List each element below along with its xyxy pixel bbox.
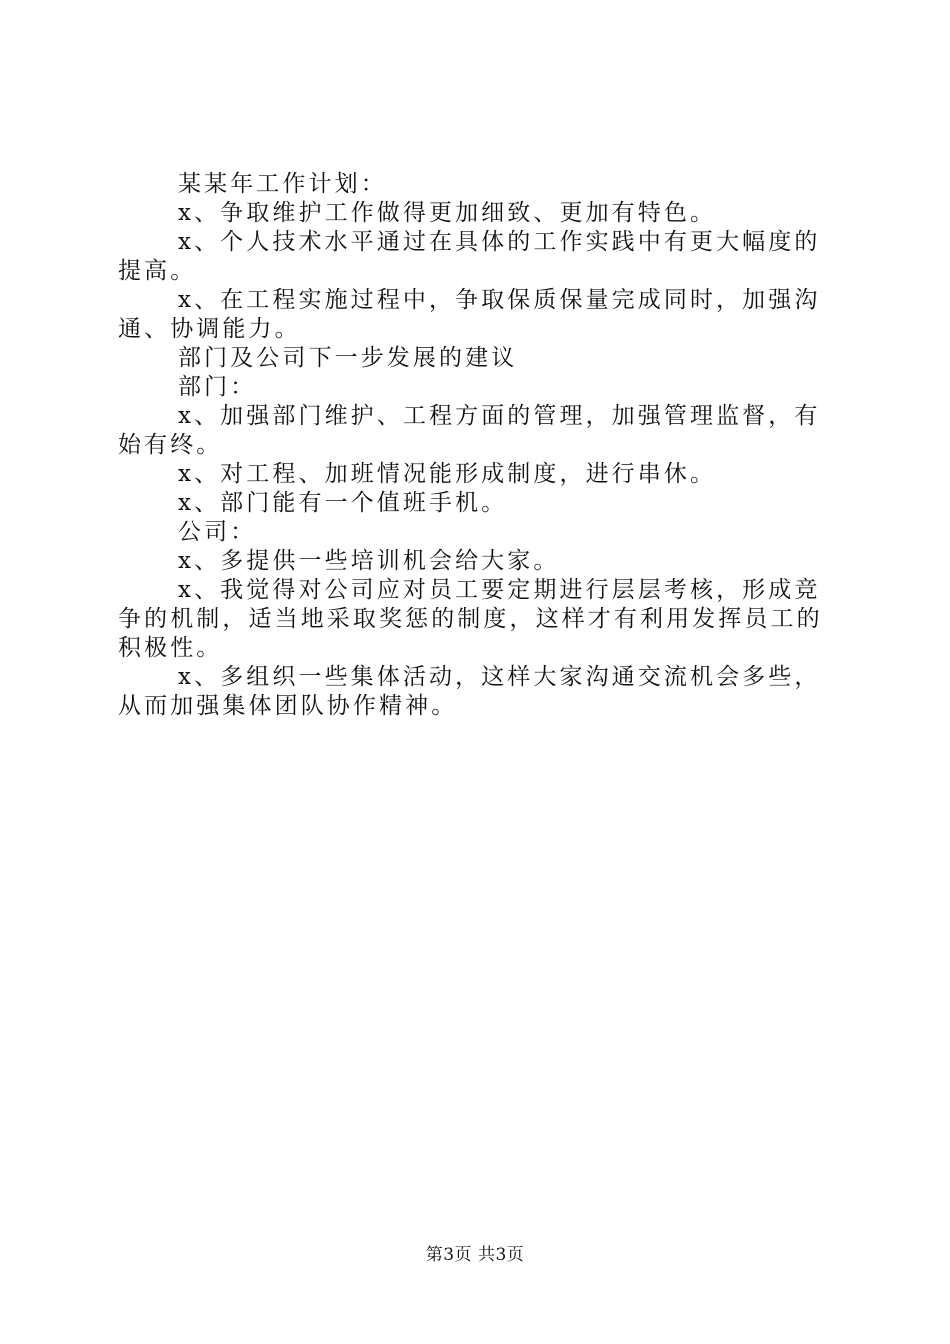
paragraph-department-item-2: x、对工程、加班情况能形成制度，进行串休。: [178, 461, 717, 487]
paragraph-department-item-1: x、加强部门维护、工程方面的管理，加强管理监督，有始有终。: [118, 403, 821, 458]
page-footer: 第3页 共3页: [425, 1245, 525, 1265]
paragraph-plan-item-3: x、在工程实施过程中，争取保质保量完成同时，加强沟通、协调能力。: [118, 287, 821, 342]
paragraph-department-item-3: x、部门能有一个值班手机。: [178, 490, 508, 516]
paragraph-work-plan-heading: 某某年工作计划：: [178, 171, 387, 197]
document-body: [118, 170, 838, 721]
paragraph-company-item-3: x、多组织一些集体活动，这样大家沟通交流机会多些，从而加强集体团队协作精神。: [118, 664, 821, 719]
paragraph-company-item-2: x、我觉得对公司应对员工要定期进行层层考核，形成竞争的机制，适当地采取奖惩的制度，这样才有利用发挥员工的积极性。: [118, 577, 823, 661]
paragraph-plan-item-1: x、争取维护工作做得更加细致、更加有特色。: [178, 200, 717, 226]
paragraph-suggestions-heading: 部门及公司下一步发展的建议: [178, 345, 518, 371]
paragraph-plan-item-2: x、个人技术水平通过在具体的工作实践中有更大幅度的提高。: [118, 229, 821, 284]
paragraph-company-heading: 公司：: [178, 519, 257, 545]
paragraph-department-heading: 部门：: [178, 374, 257, 400]
paragraph-company-item-1: x、多提供一些培训机会给大家。: [178, 548, 560, 574]
